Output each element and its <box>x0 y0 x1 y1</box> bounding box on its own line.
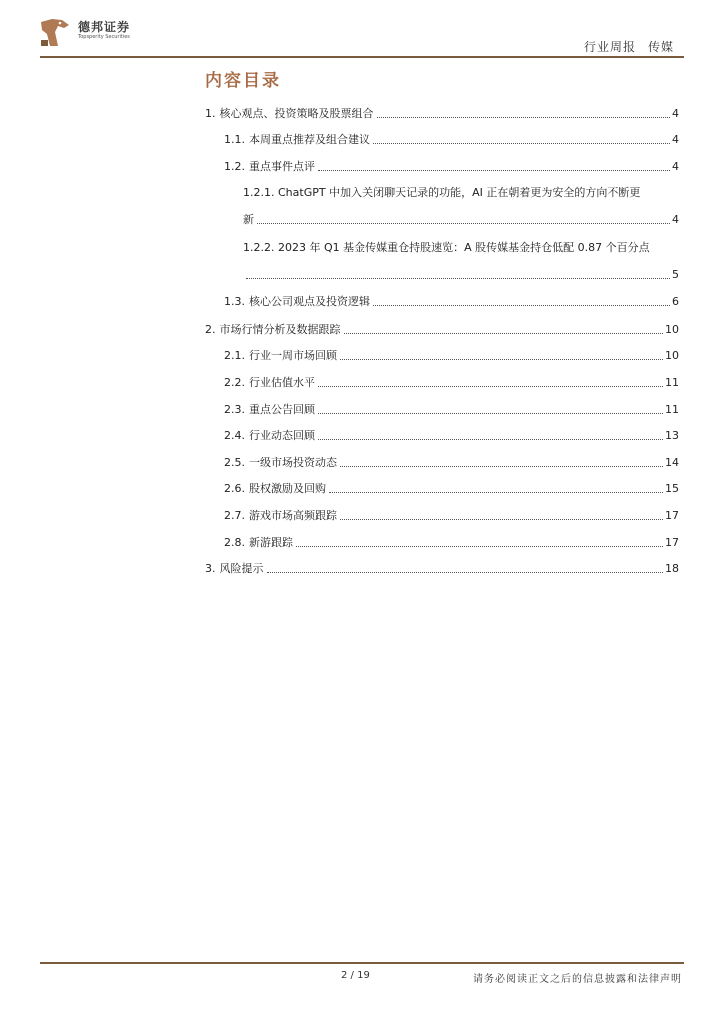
toc-entry-label-line1[interactable] <box>243 185 640 201</box>
toc-entry-page: 6 <box>672 295 679 308</box>
toc-entry[interactable] <box>224 535 679 551</box>
toc-entry-page: 5 <box>672 268 679 281</box>
toc-entry[interactable] <box>224 348 679 364</box>
toc-entry-page: 17 <box>665 509 679 522</box>
toc-entry-number: 3. <box>205 562 216 575</box>
toc-entry-label: 2023 年 Q1 基金传媒重仓持股速览：A 股传媒基金持仓低配 0.87 个百分点 <box>278 241 650 254</box>
toc-entry-page: 18 <box>665 562 679 575</box>
toc-entry[interactable] <box>224 481 679 497</box>
toc-entry-label: 风险提示 <box>219 562 264 575</box>
toc-entry-page: 11 <box>665 403 679 416</box>
toc-title: 内容目录 <box>205 71 281 91</box>
toc-entry-label: 市场行情分析及数据跟踪 <box>219 323 341 336</box>
toc-entry-label-continued: 新 <box>243 213 254 226</box>
toc-leader <box>318 439 663 440</box>
toc-leader <box>318 170 670 171</box>
toc-leader <box>267 572 664 573</box>
toc-entry-continued[interactable] <box>243 267 679 283</box>
toc-leader <box>329 492 663 493</box>
toc-entry-label: 核心公司观点及投资逻辑 <box>249 295 370 308</box>
toc-entry[interactable] <box>224 294 679 310</box>
toc-entry-page: 15 <box>665 482 679 495</box>
toc-entry-label: 游戏市场高频跟踪 <box>249 509 337 522</box>
toc-entry[interactable] <box>224 159 679 175</box>
toc-leader <box>344 333 664 334</box>
toc-leader <box>257 223 670 224</box>
toc-entry-number: 2.4. <box>224 429 245 442</box>
toc-entry-label: 本周重点推荐及组合建议 <box>249 133 370 146</box>
toc-entry-page: 11 <box>665 376 679 389</box>
toc-entry-label: 一级市场投资动态 <box>249 456 337 469</box>
toc-entry[interactable] <box>224 455 679 471</box>
toc-leader <box>318 386 663 387</box>
toc-entry[interactable] <box>205 106 679 122</box>
toc-entry[interactable] <box>205 322 679 338</box>
toc-entry-number: 1. <box>205 107 216 120</box>
logo-chinese-name: 德邦证券 <box>78 20 131 34</box>
report-category <box>584 38 674 55</box>
toc-entry[interactable] <box>224 428 679 444</box>
toc-entry-continued[interactable] <box>243 212 679 228</box>
toc-entry-number: 1.2.1. <box>243 186 275 199</box>
toc-leader <box>373 143 670 144</box>
toc-entry-page: 14 <box>665 456 679 469</box>
toc-entry[interactable] <box>224 375 679 391</box>
toc-leader <box>377 117 671 118</box>
toc-entry[interactable] <box>224 402 679 418</box>
toc-entry-label: ChatGPT 中加入关闭聊天记录的功能，AI 正在朝着更为安全的方向不断更 <box>278 186 641 199</box>
toc-entry-page: 17 <box>665 536 679 549</box>
toc-leader <box>340 466 663 467</box>
toc-entry-number: 2. <box>205 323 216 336</box>
toc-entry-number: 1.1. <box>224 133 245 146</box>
toc-entry-number: 2.5. <box>224 456 245 469</box>
toc-entry-label: 重点事件点评 <box>249 160 315 173</box>
toc-entry-number: 2.1. <box>224 349 245 362</box>
logo-english-name: Topsperity Securities <box>78 34 130 40</box>
page-header <box>0 0 724 60</box>
toc-entry-page: 4 <box>672 133 679 146</box>
toc-entry-page: 4 <box>672 107 679 120</box>
logo-mark-icon <box>38 16 72 50</box>
toc-leader <box>296 546 663 547</box>
header-divider <box>40 56 684 58</box>
toc-entry-page: 13 <box>665 429 679 442</box>
toc-entry-number: 1.2. <box>224 160 245 173</box>
toc-entry-label: 行业估值水平 <box>249 376 315 389</box>
company-logo <box>38 16 148 50</box>
toc-leader <box>340 359 663 360</box>
toc-leader <box>340 519 663 520</box>
toc-entry-page: 10 <box>665 323 679 336</box>
toc-entry-label: 新游跟踪 <box>249 536 293 549</box>
toc-entry-page: 4 <box>672 160 679 173</box>
toc-entry-label: 股权激励及回购 <box>249 482 326 495</box>
toc-leader <box>246 278 670 279</box>
toc-entry-label: 行业动态回顾 <box>249 429 315 442</box>
toc-entry-label: 核心观点、投资策略及股票组合 <box>219 107 374 120</box>
toc-entry-number: 2.7. <box>224 509 245 522</box>
toc-leader <box>318 413 663 414</box>
toc-entry-label: 重点公告回顾 <box>249 403 315 416</box>
toc-entry[interactable] <box>224 508 679 524</box>
legal-disclaimer: 请务必阅读正文之后的信息披露和法律声明 <box>473 974 682 985</box>
sector-name: 传媒 <box>647 40 674 54</box>
toc-entry-number: 2.2. <box>224 376 245 389</box>
toc-entry-number: 2.3. <box>224 403 245 416</box>
toc-entry-page: 4 <box>672 213 679 226</box>
toc-entry[interactable] <box>205 561 679 577</box>
toc-entry-number: 2.6. <box>224 482 245 495</box>
toc-entry-number: 1.2.2. <box>243 241 275 254</box>
report-type: 行业周报 <box>583 40 636 54</box>
toc-entry-label: 行业一周市场回顾 <box>249 349 337 362</box>
toc-entry-number: 2.8. <box>224 536 245 549</box>
toc-entry-page: 10 <box>665 349 679 362</box>
toc-entry-label-line1[interactable] <box>243 240 650 256</box>
toc-entry[interactable] <box>224 132 679 148</box>
footer-divider <box>40 962 684 964</box>
page-number: 2 / 19 <box>341 970 370 981</box>
toc-entry-number: 1.3. <box>224 295 245 308</box>
toc-leader <box>373 305 670 306</box>
